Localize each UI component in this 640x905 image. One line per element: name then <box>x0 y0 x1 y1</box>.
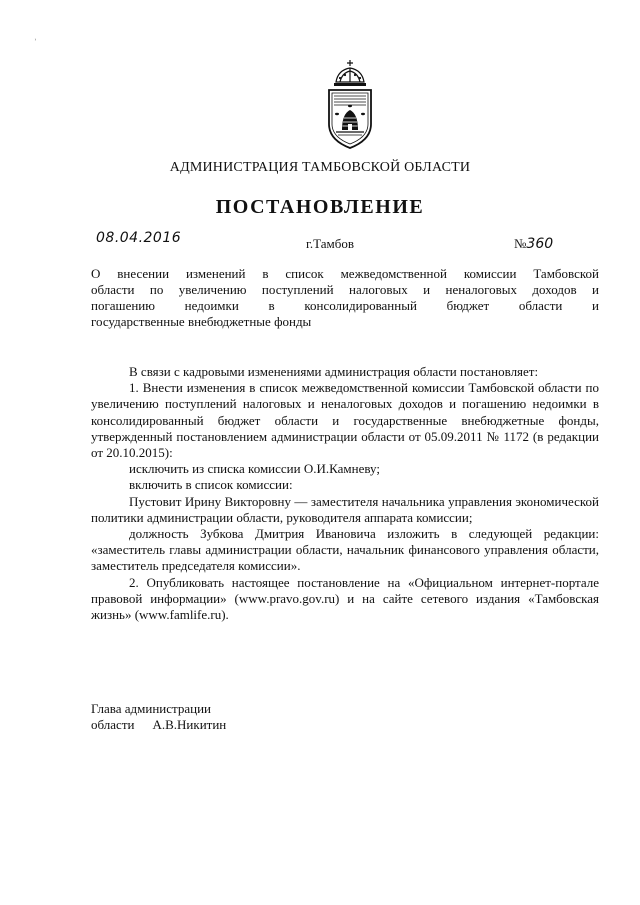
item-1-paragraph: 1. Внести изменения в список межведомственной комиссии Тамбовской области по увеличению поступлений налоговых и неналоговых доходов и погашению недоимки в консолидированный бюджет области и государственные внебюджетные фонды, утвержденный постановлением администрации области от 05.09.2011 № 1172 (в редакции от 20.10.2015): <box>91 380 599 461</box>
subject-line: погашению недоимки в консолидированный бюджет области и <box>91 298 599 313</box>
document-date: 08.04.2016 <box>96 230 182 246</box>
document-type-title: ПОСТАНОВЛЕНИЕ <box>215 196 425 218</box>
exclude-paragraph: исключить из списка комиссии О.И.Камневу; <box>129 461 380 477</box>
signature-row <box>91 717 226 733</box>
document-number <box>514 236 553 252</box>
coat-of-arms-emblem <box>322 58 378 152</box>
signature-title-line-1: Глава администрации <box>91 701 212 716</box>
scan-speck: ʾ <box>34 38 37 47</box>
document-body <box>91 364 599 623</box>
organization-name: АДМИНИСТРАЦИЯ ТАМБОВСКОЙ ОБЛАСТИ <box>169 160 471 175</box>
zubkov-paragraph: должность Зубкова Дмитрия Ивановича изложить в следующей редакции: «заместитель главы администрации области, начальник финансового управления области, заместитель председателя комиссии». <box>91 526 599 574</box>
subject-line: О внесении изменений в список межведомственной комиссии Тамбовской <box>91 266 599 281</box>
subject-line: государственные внебюджетные фонды <box>91 314 312 329</box>
number-value: 360 <box>526 236 554 252</box>
signature-title-line-2: области <box>91 717 135 732</box>
subject-line: области по увеличению поступлений налоговых и неналоговых доходов и <box>91 282 599 297</box>
document-subject <box>91 266 599 330</box>
document-city: г.Тамбов <box>306 236 354 251</box>
pustovit-paragraph: Пустовит Ирину Викторовну — заместителя начальника управления экономической политики администрации области, руководителя аппарата комиссии; <box>91 493 599 525</box>
include-paragraph: включить в список комиссии: <box>129 477 293 493</box>
signature-name: А.В.Никитин <box>152 717 227 732</box>
item-2-paragraph: 2. Опубликовать настоящее постановление на «Официальном интернет-портале правовой информации» (www.pravo.gov.ru) и на сайте сетевого издания «Тамбовская жизнь» (www.famlife.ru). <box>91 574 599 623</box>
number-prefix: № <box>514 236 527 251</box>
signature-block <box>91 701 226 733</box>
intro-paragraph: В связи с кадровыми изменениями администрация области постановляет: <box>129 364 539 379</box>
